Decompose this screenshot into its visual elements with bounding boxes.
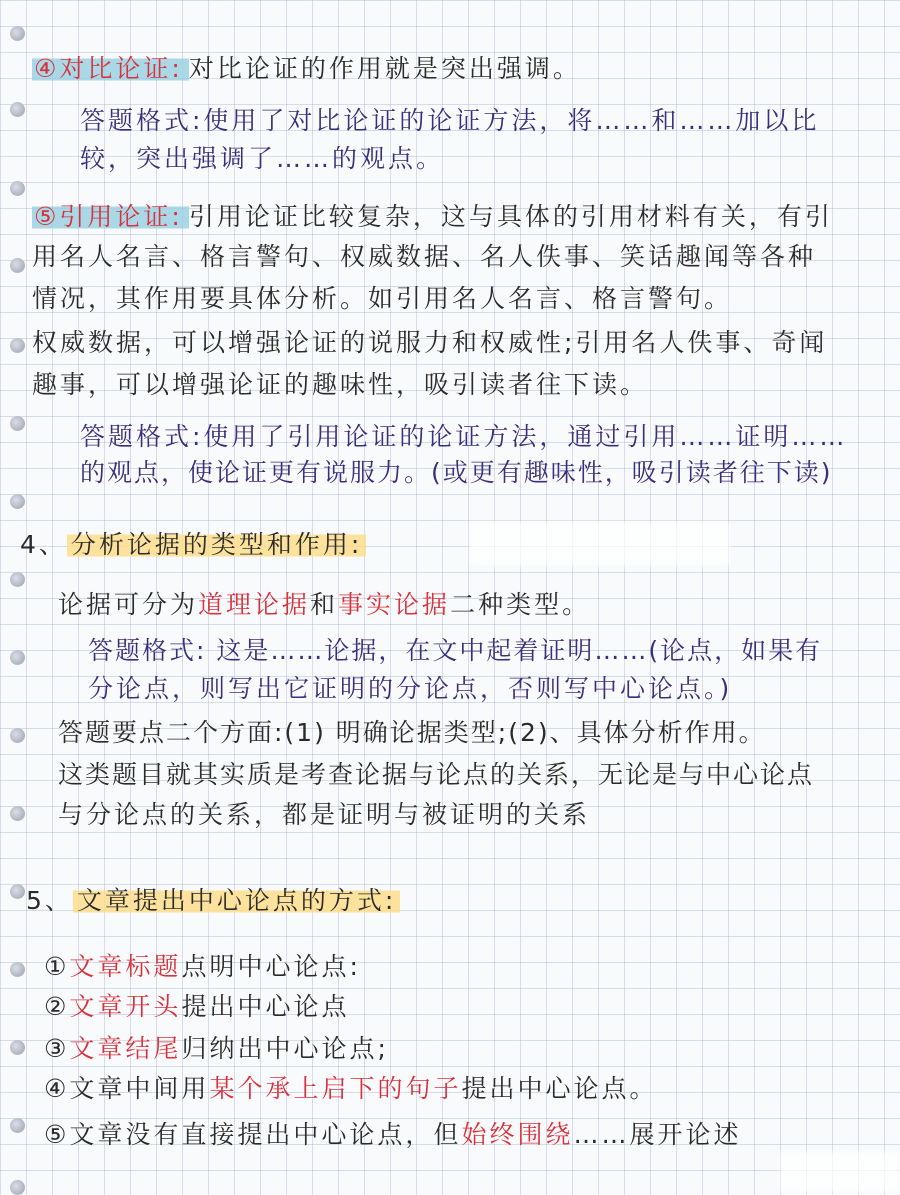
section4-intro [58,588,590,622]
item-red-text: 某个承上启下的句子 [209,1074,462,1103]
section5-heading [26,884,400,918]
contrast-format-line-2: 较，突出强调了……的观点。 [80,144,445,173]
binder-hole [10,806,25,821]
quote-title: ⑤引用论证: [32,202,189,231]
section4-intro-text: 论据可分为 [58,590,199,619]
item-number: ④ [44,1074,70,1103]
section5-item [44,950,361,984]
binder-hole [10,181,25,196]
contrast-title: ④对比论证: [32,54,189,83]
quote-heading-line [32,200,833,234]
binder-hole [10,26,25,41]
section4-format-line-2: 分论点，则写出它证明的分论点，否则写中心论点。) [88,674,733,703]
section4-heading [20,528,366,562]
item-text: 文章没有直接提出中心论点，但 [69,1120,462,1149]
binder-holes [0,0,40,1192]
quote-format-line-2: 的观点，使论证更有说服力。(或更有趣味性，吸引读者往下读) [80,458,833,487]
item-number: ② [44,992,70,1021]
binder-hole [10,1040,25,1055]
section4-essence-line-2: 与分论点的关系，都是证明与被证明的关系 [58,800,591,829]
binder-hole [10,416,25,431]
item-text: 提出中心论点。 [461,1074,658,1103]
section4-intro-text: 二种类型。 [450,590,591,619]
contrast-format-line-1: 答题格式:使用了对比论证的论证方法，将……和……加以比 [80,106,820,135]
section4-intro-text: 和 [310,590,339,619]
binder-hole [10,572,25,587]
section4-title: 分析论据的类型和作用: [67,530,366,559]
section5-item [44,1118,741,1152]
section4-points: 答题要点二个方面:(1) 明确论据类型;(2)、具体分析作用。 [58,718,766,747]
quote-text-line-4: 权威数据，可以增强论证的说服力和权威性;引用名人佚事、奇闻 [32,328,828,357]
section4-intro-red-fact: 事实论据 [338,590,451,619]
item-text: ……展开论述 [573,1120,742,1149]
item-red-text: 始终围绕 [461,1120,574,1149]
section4-format-line-1: 答题格式: 这是……论据，在文中起着证明……(论点，如果有 [88,636,823,665]
binder-hole [10,728,25,743]
section5-title: 文章提出中心论点的方式: [73,886,400,915]
item-text: 提出中心论点 [181,992,350,1021]
binder-hole [10,1118,25,1133]
contrast-heading-line [32,52,581,86]
binder-hole [10,258,25,273]
eraser-smudge [780,1152,900,1192]
section4-intro-red-reason: 道理论据 [198,590,311,619]
eraser-smudge [470,522,730,566]
item-text: 点明中心论点: [181,952,361,981]
item-red-text: 文章结尾 [69,1034,182,1063]
item-text: 文章中间用 [69,1074,210,1103]
item-number: ① [44,952,70,981]
section5-number: 5、 [26,886,73,915]
binder-hole [10,650,25,665]
quote-text-line-3: 情况，其作用要具体分析。如引用名人名言、格言警句。 [32,284,733,313]
binder-hole [10,1180,25,1195]
binder-hole [10,884,25,899]
section5-item [44,1032,389,1066]
item-red-text: 文章标题 [69,952,182,981]
section4-essence-line-1: 这类题目就其实质是考查论据与论点的关系，无论是与中心论点 [58,760,815,789]
binder-hole [10,962,25,977]
section5-item [44,1072,657,1106]
item-number: ⑤ [44,1120,70,1149]
quote-format-line-1: 答题格式:使用了引用论证的论证方法，通过引用……证明…… [80,422,848,451]
binder-hole [10,102,25,117]
item-red-text: 文章开头 [69,992,182,1021]
quote-text-line-2: 用名人名言、格言警句、权威数据、名人佚事、笑话趣闻等各种 [32,242,817,271]
quote-text-line-5: 趣事，可以增强论证的趣味性，吸引读者往下读。 [32,370,649,399]
quote-text-line-1: 引用论证比较复杂，这与具体的引用材料有关，有引 [188,202,833,231]
section4-number: 4、 [20,530,67,559]
contrast-description: 对比论证的作用就是突出强调。 [188,54,581,83]
section5-item [44,990,349,1024]
item-number: ③ [44,1034,70,1063]
item-text: 归纳出中心论点; [181,1034,389,1063]
binder-hole [10,338,25,353]
binder-hole [10,494,25,509]
